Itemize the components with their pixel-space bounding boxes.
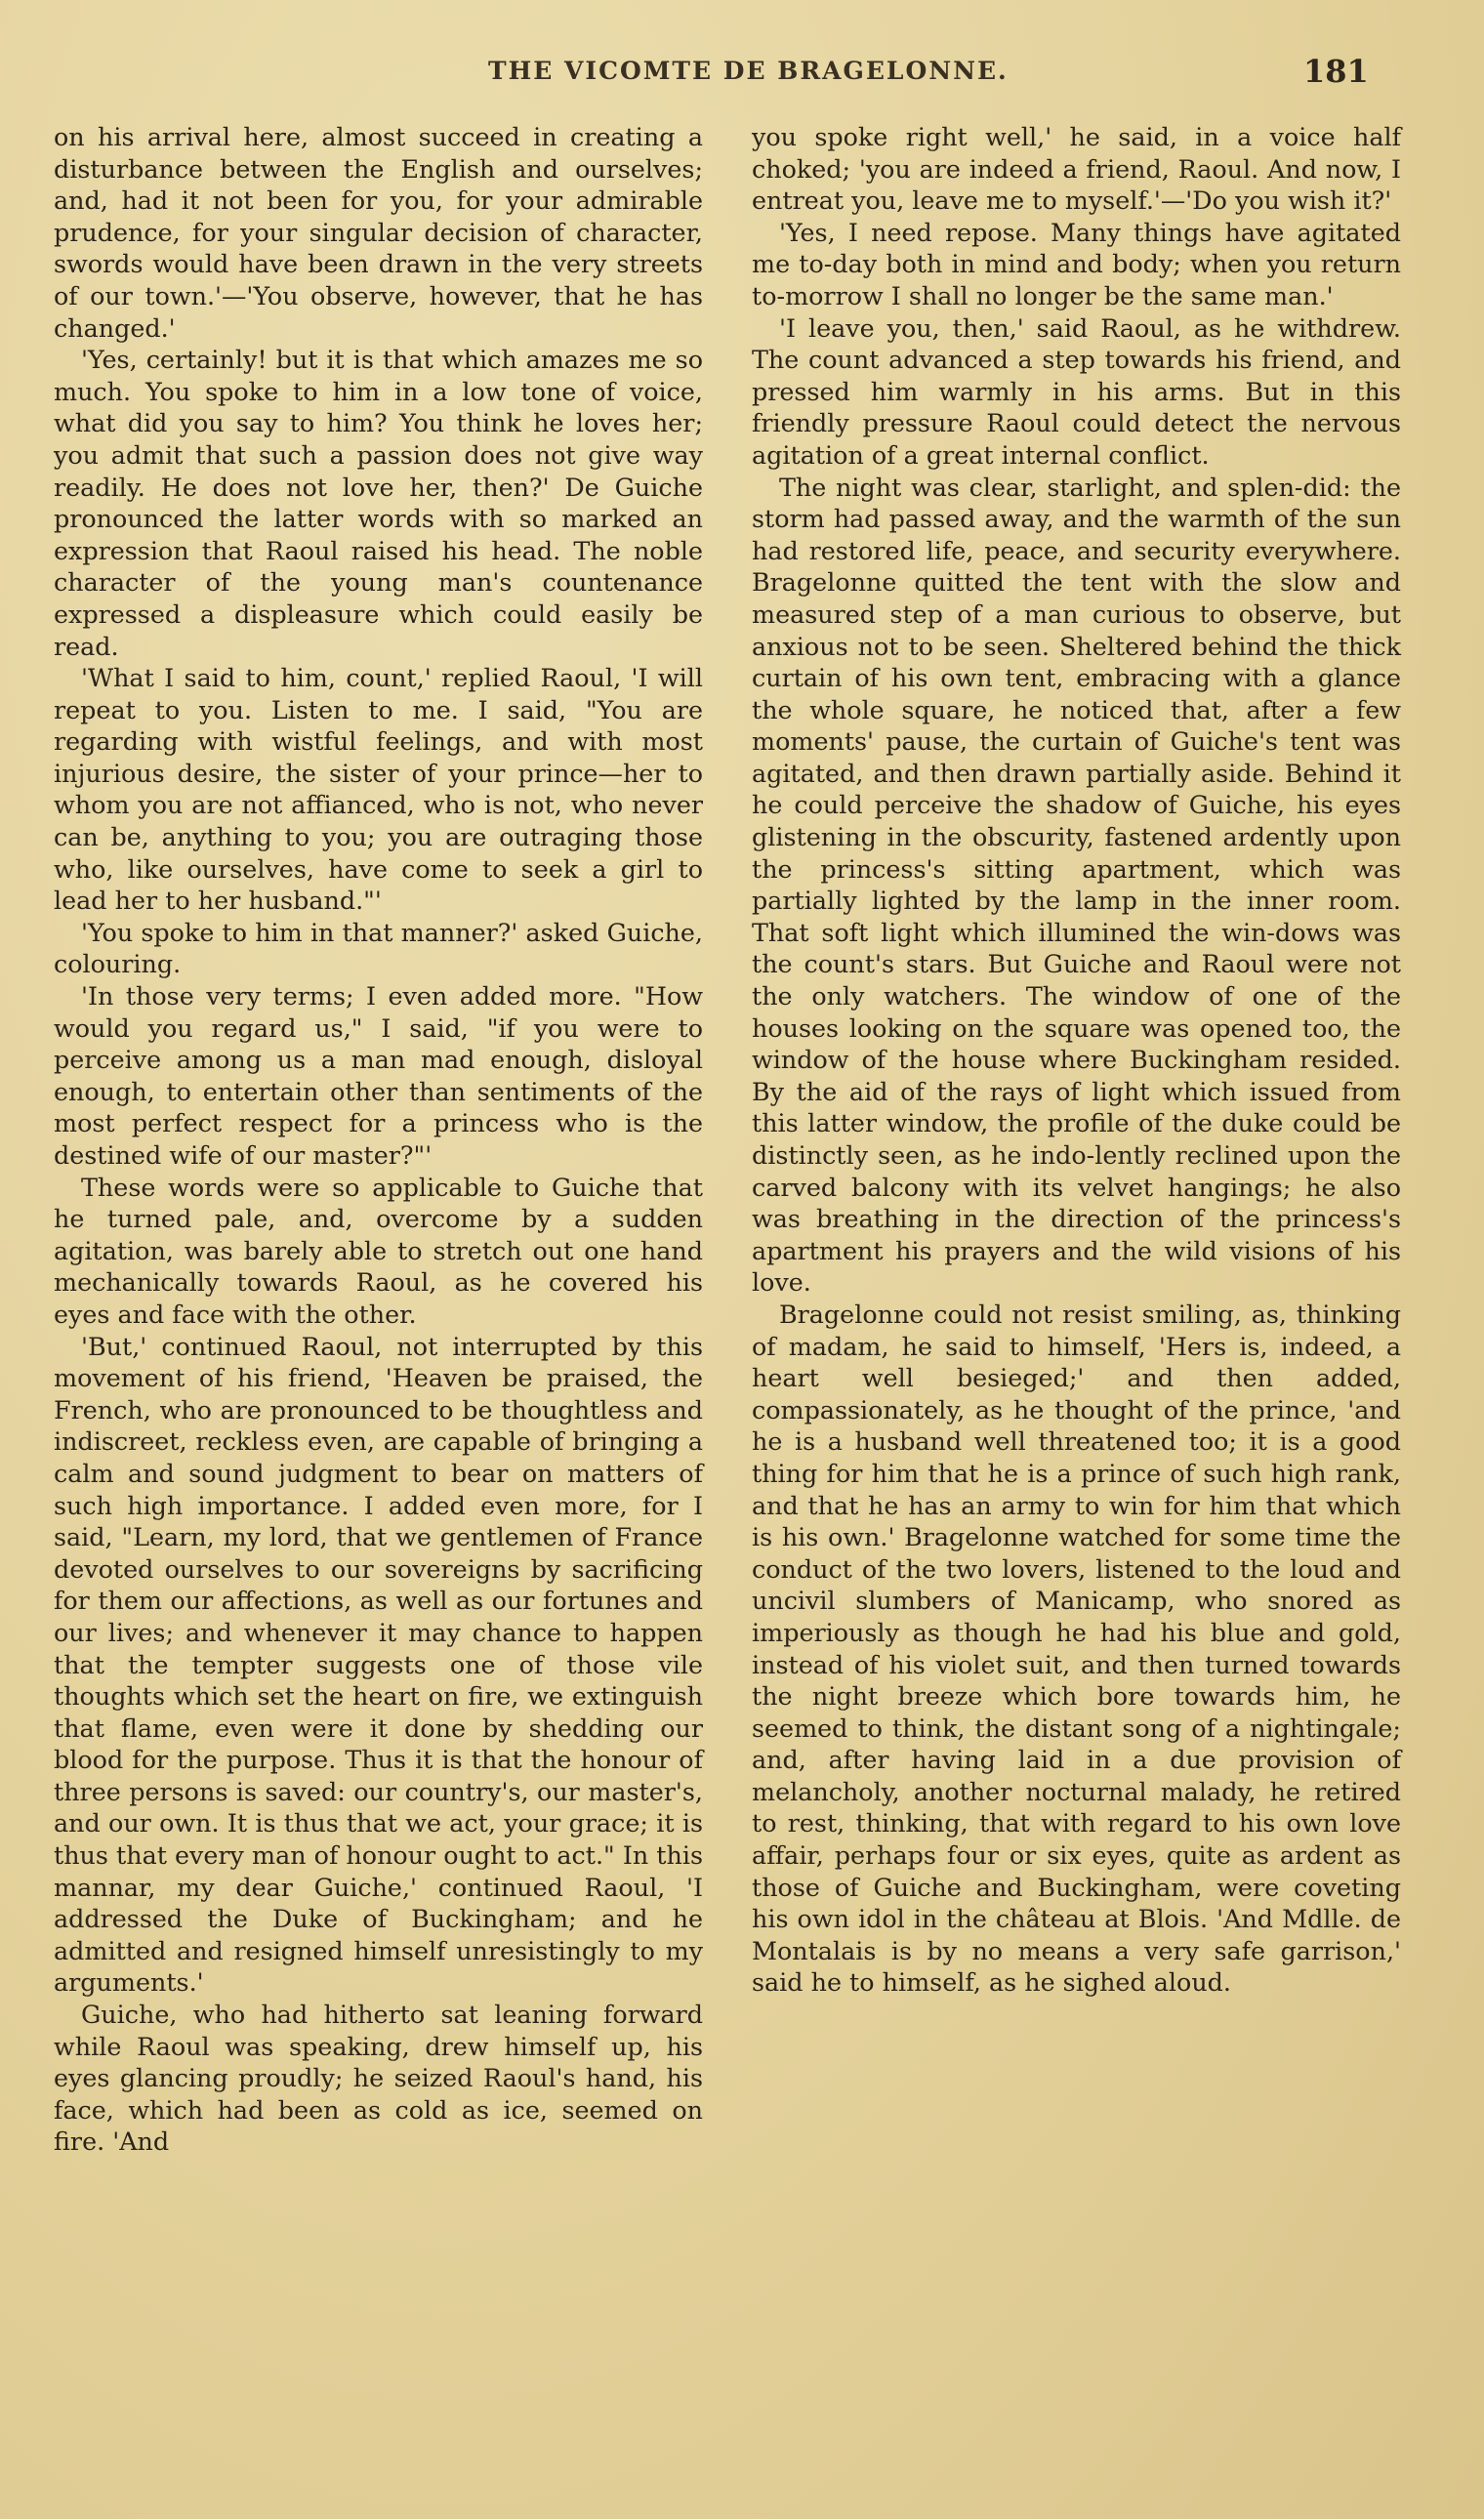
right-column: [752, 121, 1401, 1999]
paragraph: Bragelonne could not resist smiling, as, thinking of madam, he said to himself, 'Hers is, indeed, a heart well besieged;' and then added, compassionately, as he thought of the prince, 'and he is a husband well threatened too; it is a good thing for him that he is a prince of such high rank, and that he has an army to win for him that which is his own.' Bragelonne watched for some time the conduct of the two lovers, listened to the loud and uncivil slumbers of Manicamp, who snored as imperiously as though he had his blue and gold, instead of his violet suit, and then turned towards the night breeze which bore towards him, he seemed to think, the distant song of a nightingale; and, after having laid in a due provision of melancholy, another nocturnal malady, he retired to rest, thinking, that with regard to his own love affair, perhaps four or six eyes, quite as ardent as those of Guiche and Buckingham, were coveting his own idol in the château at Blois. 'And Mdlle. de Montalais is by no means a very safe garrison,' said he to himself, as he sighed aloud.: [752, 1299, 1401, 1998]
paragraph: The night was clear, starlight, and splen-did: the storm had passed away, and the warmth of the sun had restored life, peace, and security everywhere. Bragelonne quitted the tent with the slow and measured step of a man curious to observe, but anxious not to be seen. Sheltered behind the thick curtain of his own tent, embracing with a glance the whole square, he noticed that, after a few moments' pause, the curtain of Guiche's tent was agitated, and then drawn partially aside. Behind it he could perceive the shadow of Guiche, his eyes glistening in the obscurity, fastened ardently upon the princess's sitting apartment, which was partially lighted by the lamp in the inner room. That soft light which illumined the win-dows was the count's stars. But Guiche and Raoul were not the only watchers. The window of one of the houses looking on the square was opened too, the window of the house where Buckingham resided. By the aid of the rays of light which issued from this latter window, the profile of the duke could be distinctly seen, as he indo-lently reclined upon the carved balcony with its velvet hangings; he also was breathing in the direction of the princess's apartment his prayers and the wild visions of his love.: [752, 472, 1401, 1298]
left-column: [54, 121, 703, 2158]
paragraph: 'What I said to him, count,' replied Raoul, 'I will repeat to you. Listen to me. I said, "You are regarding with wistful feelings, and with most injurious desire, the sister of your prince—her to whom you are not affianced, who is not, who never can be, anything to you; you are outraging those who, like ourselves, have come to seek a girl to lead her to her husband."': [54, 663, 703, 916]
paragraph: 'In those very terms; I even added more. "How would you regard us," I said, "if you were to perceive among us a man mad enough, disloyal enough, to entertain other than sentiments of the most perfect respect for a princess who is the destined wife of our master?"': [54, 981, 703, 1170]
running-head: [0, 53, 1484, 96]
paragraph: on his arrival here, almost succeed in creating a disturbance between the English and ourselves; and, had it not been for you, for your admirable prudence, for your singular decision of character, swords would have been drawn in the very streets of our town.'—'You observe, however, that he has changed.': [54, 122, 703, 343]
page-number: 181: [1303, 53, 1369, 90]
paragraph: 'You spoke to him in that manner?' asked Guiche, colouring.: [54, 917, 703, 979]
paragraph: 'Yes, certainly! but it is that which amazes me so much. You spoke to him in a low tone of voice, what did you say to him? You think he loves her; you admit that such a passion does not give way readily. He does not love her, then?' De Guiche pronounced the latter words with so marked an expression that Raoul raised his head. The noble character of the young man's countenance expressed a displeasure which could easily be read.: [54, 345, 703, 661]
paragraph: Guiche, who had hitherto sat leaning forward while Raoul was speaking, drew himself up, his eyes glancing proudly; he seized Raoul's hand, his face, which had been as cold as ice, seemed on fire. 'And: [54, 2000, 703, 2157]
paragraph: 'I leave you, then,' said Raoul, as he withdrew. The count advanced a step towards his friend, and pressed him warmly in his arms. But in this friendly pressure Raoul could detect the nervous agitation of a great internal conflict.: [752, 312, 1401, 470]
paragraph: These words were so applicable to Guiche that he turned pale, and, overcome by a sudden agitation, was barely able to stretch out one hand mechanically towards Raoul, as he covered his eyes and face with the other.: [54, 1172, 703, 1329]
paragraph: 'Yes, I need repose. Many things have agitated me to-day both in mind and body; when you return to-morrow I shall no longer be the same man.': [752, 217, 1401, 310]
paragraph: 'But,' continued Raoul, not interrupted by this movement of his friend, 'Heaven be praised, the French, who are pronounced to be thoughtless and indiscreet, reckless even, are capable of bringing a calm and sound judgment to bear on matters of such high importance. I added even more, for I said, "Learn, my lord, that we gentlemen of France devoted ourselves to our sovereigns by sacrificing for them our affections, as well as our fortunes and our lives; and whenever it may chance to happen that the tempter suggests one of those vile thoughts which set the heart on fire, we extinguish that flame, even were it done by shedding our blood for the purpose. Thus it is that the honour of three persons is saved: our country's, our master's, and our own. It is thus that we act, your grace; it is thus that every man of honour ought to act." In this mannar, my dear Guiche,' continued Raoul, 'I addressed the Duke of Buckingham; and he admitted and resigned himself unresistingly to my arguments.': [54, 1331, 703, 1998]
paragraph: you spoke right well,' he said, in a voice half choked; 'you are indeed a friend, Raoul. And now, I entreat you, leave me to myself.'—'Do you wish it?': [752, 122, 1401, 216]
running-title: THE VICOMTE DE BRAGELONNE.: [488, 57, 1009, 85]
